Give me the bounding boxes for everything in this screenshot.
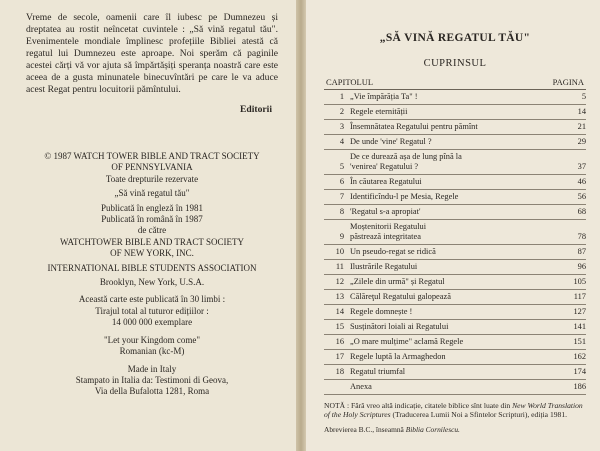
chapter-number: 14 xyxy=(335,307,344,316)
publication-info xyxy=(26,151,278,398)
toc-row xyxy=(324,305,586,320)
chapter-title: „Vie împărăția Ta" ! xyxy=(350,92,418,101)
toc-row xyxy=(324,190,586,205)
editor-signature: Editorii xyxy=(240,104,272,115)
rights-line: Toate drepturile rezervate xyxy=(105,173,199,184)
toc-row xyxy=(324,365,586,380)
publisher-line: WATCHTOWER BIBLE AND TRACT SOCIETY xyxy=(59,236,244,247)
note-lead: NOTĂ : Fără vreo altă indicație, citatele biblice sînt luate din xyxy=(324,401,511,410)
chapter-page: 162 xyxy=(573,352,586,361)
by-label: de către xyxy=(137,225,167,236)
note-italic-title: New World Translation of the Holy Scriptures xyxy=(324,401,583,420)
chapter-title: De ce durează așa de lung pînă la 'venirea' Regatului ? xyxy=(350,152,462,171)
chapter-page: 87 xyxy=(577,247,586,256)
chapter-title: 'Regatul s-a apropiat' xyxy=(350,207,421,216)
toc-row xyxy=(324,175,586,190)
toc-row xyxy=(324,275,586,290)
page-column-label: PAGINA xyxy=(552,77,584,87)
abbreviation-note xyxy=(324,425,586,434)
printing-line: Stampato in Italia da: Testimoni di Geova, xyxy=(75,374,229,385)
toc-row xyxy=(324,105,586,120)
chapter-title: Identificîndu-l pe Mesia, Regele xyxy=(350,192,459,201)
chapter-number: 4 xyxy=(339,137,344,146)
toc-row xyxy=(324,380,586,395)
original-title-line: "Let your Kingdom come" xyxy=(103,334,201,345)
left-page xyxy=(0,0,296,451)
chapter-page: 68 xyxy=(577,207,586,216)
chapter-number: 18 xyxy=(335,367,344,376)
chapter-page: 105 xyxy=(573,277,586,286)
chapter-page: 117 xyxy=(573,292,586,301)
chapter-page: 141 xyxy=(573,322,586,331)
chapter-title: Un pseudo-regat se ridică xyxy=(350,247,436,256)
toc-row xyxy=(324,350,586,365)
toc-title: CUPRINSUL xyxy=(423,58,487,69)
print-run-line: 14 000 000 exemplare xyxy=(111,317,193,328)
chapter-number: 3 xyxy=(339,122,344,131)
chapter-title: Regele domnește ! xyxy=(350,307,413,316)
toc-row xyxy=(324,150,586,175)
toc-row xyxy=(324,290,586,305)
toc-row xyxy=(324,245,586,260)
abbrev-lead: Abrevierea B.C., înseamnă xyxy=(324,425,404,435)
chapter-title: „Zilele din urmă" și Regatul xyxy=(350,277,445,286)
chapter-title: Călăreţul Regatului galopează xyxy=(350,292,451,301)
chapter-title: Regele luptă la Armaghedon xyxy=(350,352,446,361)
location-line: Brooklyn, New York, U.S.A. xyxy=(99,277,205,288)
chapter-number: 15 xyxy=(335,322,344,331)
language-code-line: Romanian (kc-M) xyxy=(119,346,185,357)
toc-row xyxy=(324,205,586,220)
chapter-number: 6 xyxy=(339,177,344,186)
chapter-page: 21 xyxy=(577,122,586,131)
chapter-title: De unde 'vine' Regatul ? xyxy=(350,137,432,146)
chapter-page: 96 xyxy=(577,262,586,271)
toc-row xyxy=(324,90,586,105)
published-line: Publicată în română în 1987 xyxy=(101,214,203,225)
copyright-line: © 1987 WATCH TOWER BIBLE AND TRACT SOCIETY xyxy=(44,151,260,161)
chapter-title: În căutarea Regatului xyxy=(350,177,422,186)
book-gutter xyxy=(296,0,306,451)
chapter-title: Moștenitorii Regatului păstrează integritatea xyxy=(350,222,427,241)
chapter-page: 14 xyxy=(577,107,586,116)
toc-header xyxy=(324,77,586,90)
chapter-page: 46 xyxy=(577,177,586,186)
chapter-page: 151 xyxy=(573,337,586,346)
right-page xyxy=(306,0,600,451)
note-text xyxy=(324,401,586,419)
chapter-title: Însemnătatea Regatului pentru pămînt xyxy=(350,122,478,131)
toc-list xyxy=(324,90,586,395)
chapter-page: 56 xyxy=(577,192,586,201)
chapter-page: 29 xyxy=(577,137,586,146)
chapter-page: 127 xyxy=(573,307,586,316)
intro-paragraph: Vreme de secole, oamenii care îl iubesc pe Dumnezeu și dreptatea au rostit neîncetat cuvintele : „Să vină regatul tău". Evenimentele mondiale împlinesc profețiile Bibliei atestă că regatul lui Dumnezeu este aproape. Noi sperăm că paginile acestei cărți vă vor ajuta să împărtășiți speranța noastră care este aceea de a gusta minunatele binecuvîntări pe care le va aduce acest Regat pentru locuitorii pămîntului. xyxy=(26,12,278,95)
chapter-title: Susținători loiali ai Regatului xyxy=(350,322,449,331)
toc-row xyxy=(324,335,586,350)
chapter-number: 8 xyxy=(339,207,344,216)
note-tail: (Traducerea Lumii Noi a Sfintelor Scripturi), ediția 1981. xyxy=(392,410,568,420)
printing-line: Made in Italy xyxy=(127,363,177,374)
toc-row xyxy=(324,220,586,245)
chapter-page: 37 xyxy=(577,162,586,171)
chapter-number: 16 xyxy=(335,337,344,346)
chapter-number: 12 xyxy=(335,277,344,286)
chapter-number: 13 xyxy=(335,292,344,301)
chapter-number: 9 xyxy=(339,232,344,241)
chapter-column-label: CAPITOLUL xyxy=(326,77,374,87)
book-title: „SĂ VINĂ REGATUL TĂU" xyxy=(379,32,531,44)
print-run-line: Tirajul total al tuturor edițiilor : xyxy=(95,305,209,316)
association-line: INTERNATIONAL BIBLE STUDENTS ASSOCIATION xyxy=(47,262,257,273)
toc-row xyxy=(324,120,586,135)
languages-line: Această carte este publicată în 30 limbi : xyxy=(78,294,226,305)
toc-row xyxy=(324,135,586,150)
chapter-page: 174 xyxy=(573,367,586,376)
chapter-number: 2 xyxy=(339,107,344,116)
chapter-number: 10 xyxy=(335,247,344,256)
toc-row xyxy=(324,260,586,275)
chapter-title: Regatul triumfal xyxy=(350,367,406,376)
chapter-title: Regele eternității xyxy=(350,107,408,116)
chapter-title: Anexa xyxy=(350,382,372,391)
copyright-line: OF PENNSYLVANIA xyxy=(111,162,193,173)
chapter-page: 186 xyxy=(573,382,586,391)
printing-line: Via della Bufalotta 1281, Roma xyxy=(94,386,210,397)
chapter-number: 1 xyxy=(339,92,344,101)
chapter-title: Ilustrările Regatului xyxy=(350,262,418,271)
title-quote: „Să vină regatul tău" xyxy=(114,188,190,199)
publisher-line: OF NEW YORK, INC. xyxy=(110,248,194,259)
chapter-number: 7 xyxy=(339,192,344,201)
chapter-number: 11 xyxy=(335,262,344,271)
chapter-page: 78 xyxy=(577,232,586,241)
abbrev-italic: Biblia Cornilescu. xyxy=(405,425,460,435)
chapter-page: 5 xyxy=(581,92,586,101)
published-line: Publicată în engleză în 1981 xyxy=(101,202,203,213)
chapter-number: 17 xyxy=(335,352,344,361)
chapter-number: 5 xyxy=(339,162,344,171)
chapter-title: „O mare mulțime" aclamă Regele xyxy=(350,337,464,346)
toc-row xyxy=(324,320,586,335)
